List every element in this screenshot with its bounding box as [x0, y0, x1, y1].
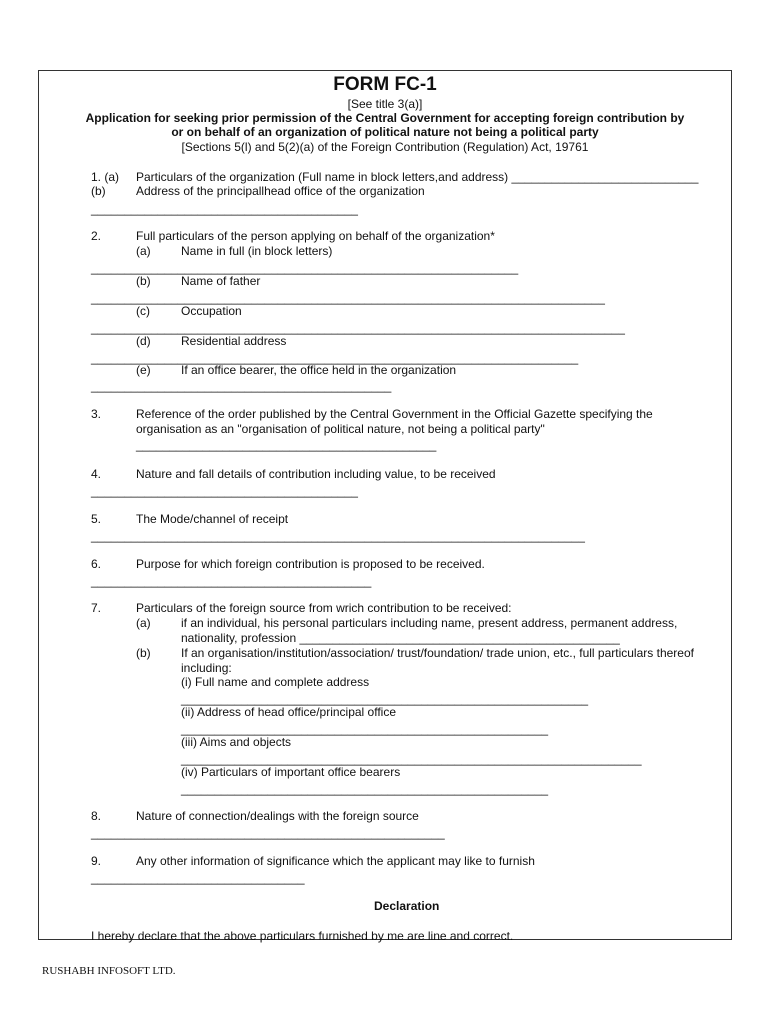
item-2c-blank[interactable]: ________________________________________________________________________________: [91, 321, 625, 335]
item-3-blank[interactable]: _____________________________________________: [136, 438, 437, 452]
item-4-number: 4.: [91, 467, 102, 481]
item-8-number: 8.: [91, 809, 102, 823]
item-5-label: The Mode/channel of receipt: [136, 512, 289, 526]
item-2d-number: (d): [136, 334, 151, 348]
item-3-number: 3.: [91, 407, 102, 421]
item-4-label: Nature and fall details of contribution including value, to be received: [136, 467, 496, 481]
item-2-number: 2.: [91, 229, 102, 243]
item-7b-number: (b): [136, 646, 151, 660]
item-2c-label: Occupation: [181, 304, 242, 318]
item-1a-number: 1. (a): [91, 170, 120, 184]
item-4-blank[interactable]: ________________________________________: [91, 484, 358, 498]
item-2a-blank[interactable]: ________________________________________________________________: [91, 261, 519, 275]
item-7a-label-line1: if an individual, his personal particulars including name, present address, permanent address,: [181, 616, 678, 630]
item-7b-ii-blank[interactable]: _______________________________________________________: [181, 722, 549, 736]
item-2e-blank[interactable]: _____________________________________________: [91, 379, 392, 393]
item-2a-number: (a): [136, 244, 151, 258]
item-9-blank[interactable]: ________________________________: [91, 871, 305, 885]
item-2e-label: If an office bearer, the office held in the organization: [181, 363, 457, 377]
item-7-label: Particulars of the foreign source from wrich contribution to be received:: [136, 601, 512, 615]
item-7b-iv-label: (iv) Particulars of important office bearers: [181, 765, 401, 779]
form-heading-line1: Application for seeking prior permission of the Central Government for accepting foreign contribution by: [85, 111, 685, 125]
item-8-label: Nature of connection/dealings with the foreign source: [136, 809, 419, 823]
item-7a-label-line2[interactable]: nationality, profession ________________________________________________: [181, 631, 620, 645]
declaration-text: I hereby declare that the above particulars furnished by me are line and correct.: [91, 929, 514, 943]
item-3-label-line2: organisation as an "organisation of political nature, not being a political party": [136, 422, 545, 436]
see-title-ref: [See title 3(a)]: [347, 97, 423, 111]
form-sections-ref: [Sections 5(l) and 5(2)(a) of the Foreign Contribution (Regulation) Act, 19761: [181, 140, 589, 154]
item-5-number: 5.: [91, 512, 102, 526]
form-title: FORM FC-1: [333, 74, 437, 95]
item-1b-label: Address of the principallhead office of the organization: [136, 184, 425, 198]
item-7b-iii-label: (iii) Aims and objects: [181, 735, 292, 749]
item-7a-number: (a): [136, 616, 151, 630]
item-7b-i-label: (i) Full name and complete address: [181, 675, 370, 689]
item-5-blank[interactable]: __________________________________________________________________________: [91, 529, 585, 543]
item-2b-label: Name of father: [181, 274, 261, 288]
item-2c-number: (c): [136, 304, 150, 318]
item-7b-label-line1: If an organisation/institution/association/ trust/foundation/ trade union, etc., full particulars thereof: [181, 646, 694, 660]
item-8-blank[interactable]: _____________________________________________________: [91, 826, 445, 840]
item-2d-label: Residential address: [181, 334, 287, 348]
item-2a-label: Name in full (in block letters): [181, 244, 333, 258]
item-7b-label-line2: including:: [181, 661, 232, 675]
item-6-label: Purpose for which foreign contribution is proposed to be received.: [136, 557, 485, 571]
item-7b-i-blank[interactable]: _____________________________________________________________: [181, 692, 589, 706]
item-7-number: 7.: [91, 601, 102, 615]
item-6-number: 6.: [91, 557, 102, 571]
item-1b-blank[interactable]: ________________________________________: [91, 202, 358, 216]
item-3-label-line1: Reference of the order published by the Central Government in the Official Gazette specifying the: [136, 407, 653, 421]
item-7b-iii-blank[interactable]: _____________________________________________________________________: [181, 752, 642, 766]
item-9-label: Any other information of significance which the applicant may like to furnish: [136, 854, 535, 868]
footer-company: RUSHABH INFOSOFT LTD.: [42, 965, 176, 977]
item-2d-blank[interactable]: _________________________________________________________________________: [91, 351, 579, 365]
item-2b-blank[interactable]: _____________________________________________________________________________: [91, 291, 605, 305]
item-7b-iv-blank[interactable]: _______________________________________________________: [181, 782, 549, 796]
item-7b-ii-label: (ii) Address of head office/principal office: [181, 705, 397, 719]
item-2e-number: (e): [136, 363, 151, 377]
item-1b-number: (b): [91, 184, 106, 198]
item-2b-number: (b): [136, 274, 151, 288]
item-6-blank[interactable]: __________________________________________: [91, 574, 372, 588]
item-9-number: 9.: [91, 854, 102, 868]
item-1a-label: Particulars of the organization (Full name in block letters,and address) ____________________________: [136, 170, 699, 184]
item-2-label: Full particulars of the person applying on behalf of the organization*: [136, 229, 495, 243]
form-heading-line2: or on behalf of an organization of political nature not being a political party: [171, 125, 599, 139]
declaration-heading: Declaration: [374, 899, 440, 913]
